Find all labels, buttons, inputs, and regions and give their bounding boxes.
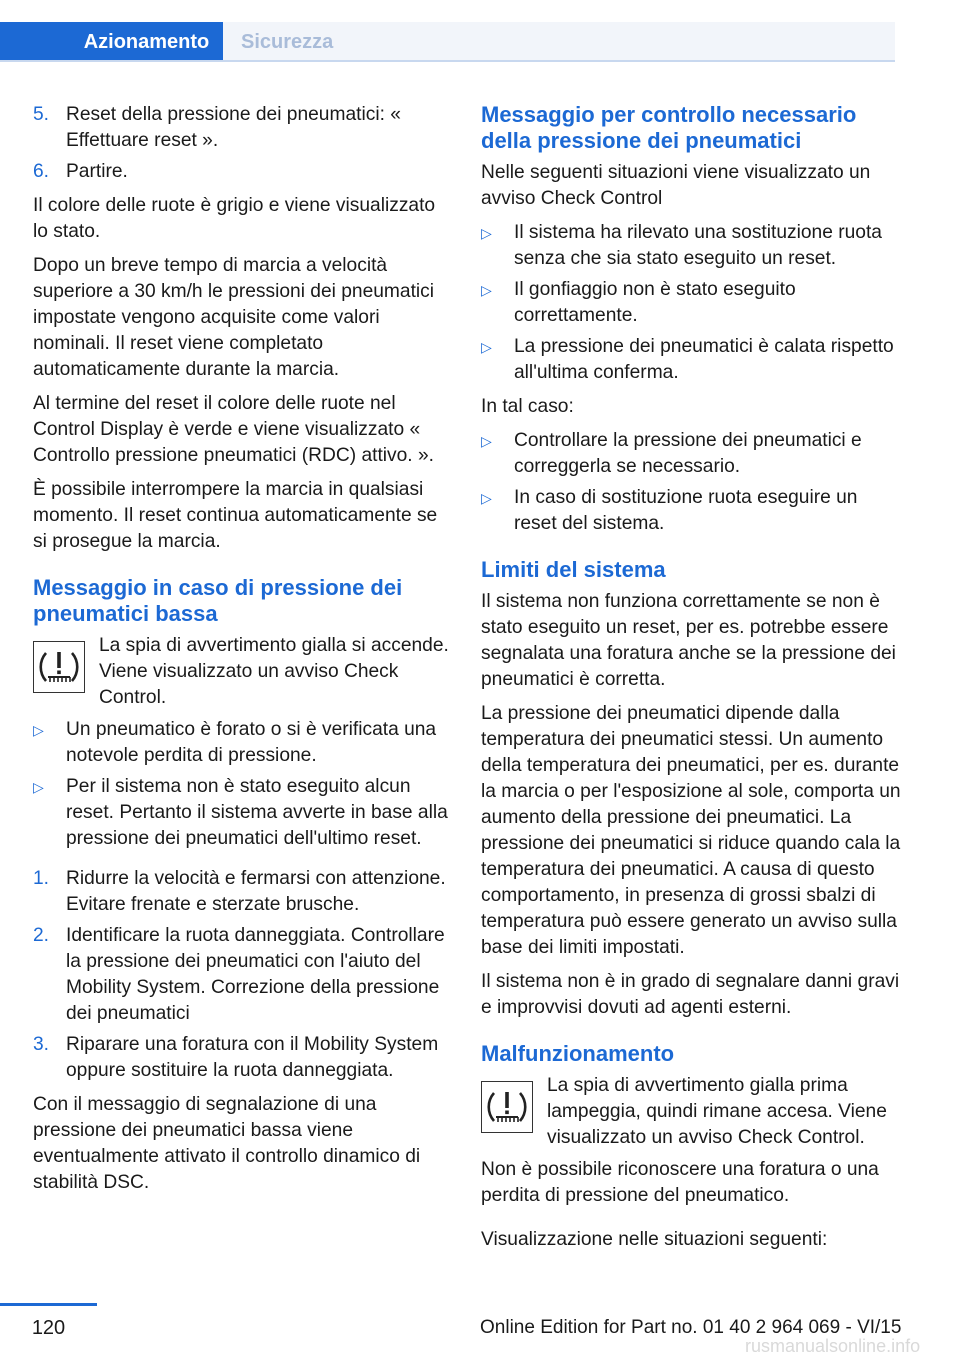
- warning-block: [481, 1073, 901, 1151]
- list-item: [33, 774, 453, 852]
- steps-list-b: [33, 866, 453, 1084]
- bullet-text: Per il sistema non è stato eseguito alcun reset. Pertanto il sistema avverte in base alla pressione dei pneumatici dell'ultimo reset.: [66, 776, 448, 849]
- bullet-list-low: [33, 717, 453, 852]
- tire-pressure-warning-icon: [33, 641, 85, 693]
- paragraph: Non è possibile riconoscere una foratura o una perdita di pressione del pneumatico.: [481, 1159, 879, 1206]
- edition-label: Online Edition for Part no. 01 40 2 964 069 - VI/15: [480, 1317, 902, 1338]
- list-item: [33, 1032, 453, 1084]
- list-item: [33, 866, 453, 918]
- bullet-text: Controllare la pressione dei pneumatici e correggerla se necessario.: [514, 430, 862, 477]
- watermark: rusmanualsonline.info: [745, 1336, 921, 1356]
- page-number: 120: [31, 1317, 66, 1339]
- warning-text: La spia di avvertimento gialla si accende. Viene visualizzato un avviso Check Control.: [99, 635, 449, 708]
- list-item: [33, 102, 453, 154]
- bullet-list-case: [481, 428, 901, 537]
- warning-block: [33, 633, 453, 711]
- list-item: [33, 159, 453, 185]
- step-text: Reset della pressione dei pneumatici: « Effettuare reset ».: [66, 104, 401, 151]
- paragraph: Nelle seguenti situazioni viene visualizzato un avviso Check Control: [481, 162, 871, 209]
- list-item: [33, 717, 453, 769]
- bullet-text: Un pneumatico è forato o si è verificata una notevole perdita di pressione.: [66, 719, 437, 766]
- paragraph: Visualizzazione nelle situazioni seguenti:: [481, 1229, 828, 1250]
- bullet-triangle-icon: ▷: [481, 433, 492, 449]
- section-heading-check: Messaggio per controllo necessario della pressione dei pneumatici: [481, 102, 857, 153]
- section-heading-malfunction: Malfunzionamento: [481, 1041, 675, 1066]
- step-text: Riparare una foratura con il Mobility System oppure sostituire la ruota danneggiata.: [66, 1034, 439, 1081]
- steps-list-a: [33, 102, 453, 185]
- step-text: Identificare la ruota danneggiata. Controllare la pressione dei pneumatici con l'aiuto del Mobility System. Correzione della pressione dei pneumatici: [66, 925, 445, 1024]
- right-column: [481, 102, 901, 1261]
- list-item: [33, 923, 453, 1027]
- footer-divider: [0, 1303, 97, 1306]
- section-heading-low-pressure: Messaggio in caso di pressione dei pneumatici bassa: [33, 575, 403, 626]
- tire-pressure-warning-icon: [481, 1081, 533, 1133]
- paragraph: Al termine del reset il colore delle ruote nel Control Display è verde e viene visualizzato « Controllo pressione pneumatici (RDC) attivo. ».: [33, 393, 434, 466]
- tab-azionamento[interactable]: Azionamento: [0, 22, 223, 62]
- bullet-text: Il sistema ha rilevato una sostituzione ruota senza che sia stato eseguito un reset.: [514, 222, 882, 269]
- section-heading-limits: Limiti del sistema: [481, 557, 666, 582]
- bullet-triangle-icon: ▷: [481, 282, 492, 298]
- step-text: Ridurre la velocità e fermarsi con attenzione. Evitare frenate e sterzate brusche.: [66, 868, 446, 915]
- paragraph: Con il messaggio di segnalazione di una pressione dei pneumatici bassa viene eventualmente attivato il controllo dinamico di stabilità DSC.: [33, 1094, 421, 1193]
- paragraph: Il sistema non è in grado di segnalare danni gravi e improvvisi dovuti ad agenti esterni.: [481, 971, 900, 1018]
- list-item: [481, 334, 901, 386]
- warning-text: La spia di avvertimento gialla prima lampeggia, quindi rimane accesa. Viene visualizzato un avviso Check Control.: [547, 1075, 887, 1148]
- step-text: Partire.: [66, 161, 128, 182]
- bullet-triangle-icon: ▷: [481, 225, 492, 241]
- step-number: 1.: [33, 868, 50, 889]
- bullet-text: La pressione dei pneumatici è calata rispetto all'ultima conferma.: [514, 336, 894, 383]
- bullet-triangle-icon: ▷: [481, 339, 492, 355]
- header-bar: [0, 0, 895, 62]
- paragraph: È possibile interrompere la marcia in qualsiasi momento. Il reset continua automaticamente se si prosegue la marcia.: [33, 479, 438, 552]
- list-item: [481, 428, 901, 480]
- step-number: 5.: [33, 104, 50, 125]
- step-number: 6.: [33, 161, 50, 182]
- step-number: 2.: [33, 925, 50, 946]
- paragraph: In tal caso:: [481, 396, 574, 417]
- header-divider: [0, 60, 895, 62]
- paragraph: La pressione dei pneumatici dipende dalla temperatura dei pneumatici stessi. Un aumento della temperatura dei pneumatici, per es. durante la marcia o per l'esposizione al sole, comporta un aumento della pressione dei pneumatici. La pressione dei pneumatici si riduce quando cala la temperatura dei pneumatici. A causa di questo comportamento, in presenza di grossi sbalzi di temperatura può essere generato un avviso sulla base dei limiti impostati.: [481, 703, 901, 958]
- tab-sicurezza[interactable]: Sicurezza: [223, 22, 895, 62]
- bullet-triangle-icon: ▷: [481, 490, 492, 506]
- left-column: [33, 102, 453, 1204]
- bullet-triangle-icon: ▷: [33, 722, 44, 738]
- bullet-text: Il gonfiaggio non è stato eseguito correttamente.: [514, 279, 796, 326]
- list-item: [481, 220, 901, 272]
- step-number: 3.: [33, 1034, 50, 1055]
- bullet-list-check: [481, 220, 901, 386]
- paragraph: Il sistema non funziona correttamente se non è stato eseguito un reset, per es. potrebbe essere segnalata una foratura anche se la pressione dei pneumatici è corretta.: [481, 591, 896, 690]
- list-item: [481, 485, 901, 537]
- paragraph: Dopo un breve tempo di marcia a velocità superiore a 30 km/h le pressioni dei pneumatici impostate vengono acquisite come valori nominali. Il reset viene completato automaticamente durante la marcia.: [33, 255, 435, 380]
- bullet-text: In caso di sostituzione ruota eseguire un reset del sistema.: [514, 487, 858, 534]
- paragraph: Il colore delle ruote è grigio e viene visualizzato lo stato.: [33, 195, 436, 242]
- list-item: [481, 277, 901, 329]
- bullet-triangle-icon: ▷: [33, 779, 44, 795]
